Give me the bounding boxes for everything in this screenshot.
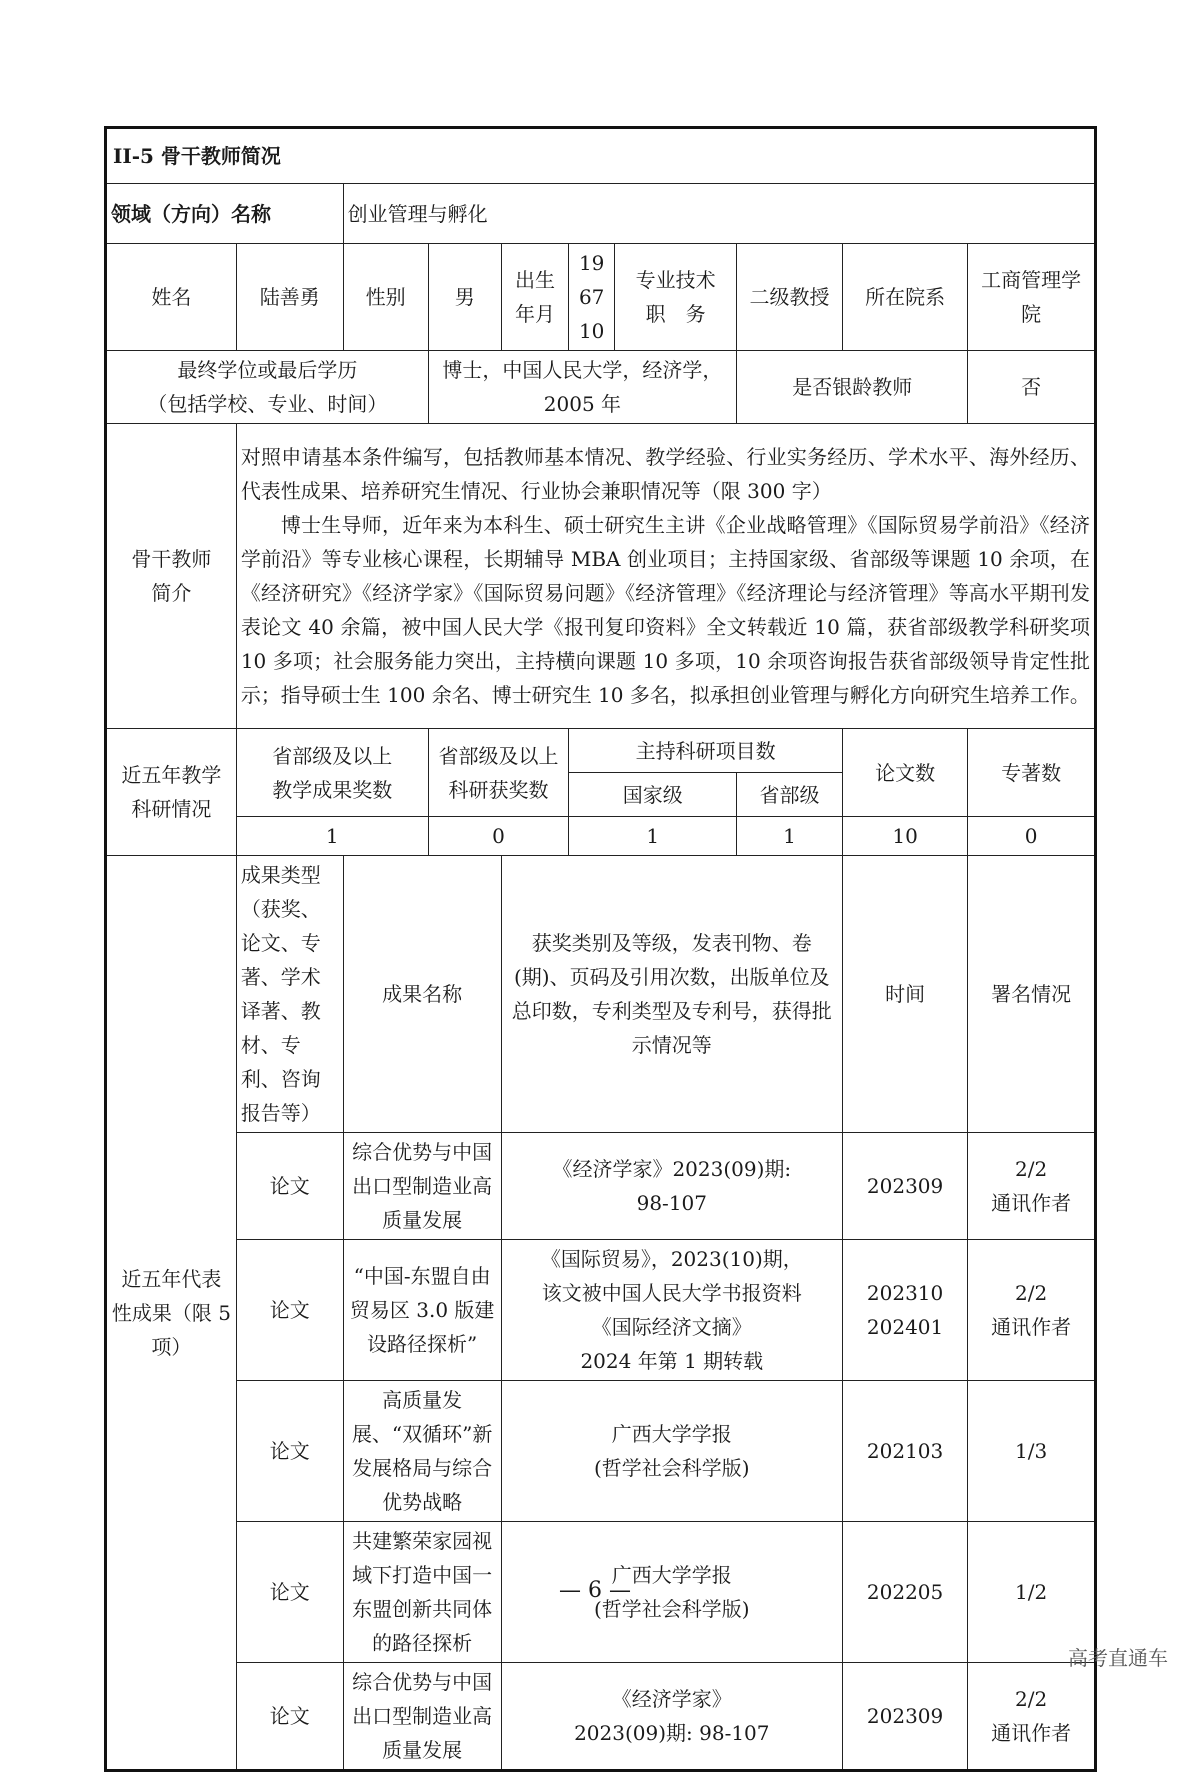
detail-line: 广西大学学报 <box>611 1422 732 1446</box>
teaching-award-header-line1: 省部级及以上 <box>272 743 393 768</box>
gender-label: 性别 <box>343 244 428 351</box>
achievement-time-header: 时间 <box>842 856 967 1133</box>
research-label <box>106 729 237 856</box>
achievements-label-line1: 近五年代表 <box>121 1266 222 1291</box>
intro-label-line1: 骨干教师 <box>131 547 212 571</box>
degree-value <box>428 351 736 424</box>
detail-line: 《经济学家》 <box>611 1687 732 1711</box>
achievement-type: 论文 <box>236 1663 343 1771</box>
national-projects-count: 1 <box>569 817 737 856</box>
silver-teacher-label: 是否银龄教师 <box>737 351 968 424</box>
birth-month: 10 <box>578 319 605 343</box>
research-label-line2: 科研情况 <box>131 797 212 821</box>
provincial-projects-header: 省部级 <box>737 773 843 817</box>
teaching-award-header-line2: 教学成果奖数 <box>272 777 393 802</box>
achievement-time <box>842 1381 967 1522</box>
degree-label-line1: 最终学位或最后学历 <box>177 358 358 382</box>
achievement-authorship <box>968 1381 1096 1522</box>
achievement-detail-header: 获奖类别及等级，发表刊物、卷(期)、页码及引用次数，出版单位及总印数，专利类型及专利号，获得批示情况等 <box>501 856 842 1133</box>
books-header: 专著数 <box>968 729 1096 817</box>
authorship-line: 通讯作者 <box>991 1315 1072 1339</box>
achievement-row <box>106 1381 1096 1522</box>
detail-line: 2023(09)期: 98-107 <box>574 1721 770 1745</box>
intro-label-line2: 简介 <box>151 581 192 605</box>
achievement-type: 论文 <box>236 1240 343 1381</box>
degree-label-line2: （包括学校、专业、时间） <box>147 392 388 416</box>
watermark: 高考直通车 <box>1068 1646 1168 1670</box>
achievement-row <box>106 1240 1096 1381</box>
time-line: 202310 <box>866 1281 944 1305</box>
achievement-time <box>842 1240 967 1381</box>
authorship-line: 2/2 <box>1015 1687 1048 1711</box>
achievement-name: 共建繁荣家园视域下打造中国一东盟创新共同体的路径探析 <box>343 1522 501 1663</box>
research-awards-count: 0 <box>428 817 569 856</box>
detail-line: 98-107 <box>636 1191 707 1215</box>
achievement-name-header: 成果名称 <box>343 856 501 1133</box>
research-award-header-line1: 省部级及以上 <box>438 743 559 768</box>
time-line: 202103 <box>866 1439 944 1463</box>
intro-content <box>236 424 1095 729</box>
detail-line: 《经济学家》2023(09)期: <box>552 1157 792 1181</box>
detail-line: (哲学社会科学版) <box>594 1597 750 1621</box>
achievement-row <box>106 1663 1096 1771</box>
intro-label <box>106 424 237 729</box>
achievement-time <box>842 1663 967 1771</box>
time-line: 202205 <box>866 1580 944 1604</box>
degree-value-line1: 博士，中国人民大学，经济学， <box>442 358 723 382</box>
section-title: II-5 骨干教师简况 <box>106 128 1096 184</box>
detail-line: 《国际经济文摘》 <box>591 1315 752 1339</box>
books-count: 0 <box>968 817 1096 856</box>
birth-value <box>569 244 615 351</box>
detail-line: 《国际贸易》，2023(10)期， <box>540 1247 803 1271</box>
achievement-authorship <box>968 1663 1096 1771</box>
name-label: 姓名 <box>106 244 237 351</box>
achievement-detail <box>501 1381 842 1522</box>
achievements-label <box>106 856 237 1771</box>
achievement-name: 高质量发展、“双循环”新发展格局与综合优势战略 <box>343 1381 501 1522</box>
achievement-type: 论文 <box>236 1381 343 1522</box>
birth-year: 1967 <box>578 251 605 309</box>
achievement-authorship-header: 署名情况 <box>968 856 1096 1133</box>
teaching-award-header <box>236 729 428 817</box>
achievement-detail <box>501 1133 842 1240</box>
achievement-name: 综合优势与中国出口型制造业高质量发展 <box>343 1133 501 1240</box>
authorship-line: 1/3 <box>1015 1439 1048 1463</box>
papers-count: 10 <box>842 817 967 856</box>
authorship-line: 2/2 <box>1015 1157 1048 1181</box>
authorship-line: 通讯作者 <box>991 1721 1072 1745</box>
dept-value: 工商管理学院 <box>968 244 1096 351</box>
silver-teacher-value: 否 <box>968 351 1096 424</box>
achievement-name: “中国-东盟自由贸易区 3.0 版建设路径探析” <box>343 1240 501 1381</box>
time-line: 202309 <box>866 1174 944 1198</box>
achievement-type-header: 成果类型（获奖、论文、专著、学术译著、教材、专利、咨询报告等） <box>236 856 343 1133</box>
birth-label <box>501 244 569 351</box>
title-label-line2: 职 务 <box>645 302 706 326</box>
authorship-line: 1/2 <box>1015 1580 1048 1604</box>
name-value: 陆善勇 <box>236 244 343 351</box>
time-line: 202401 <box>866 1315 944 1339</box>
achievement-name: 综合优势与中国出口型制造业高质量发展 <box>343 1663 501 1771</box>
teacher-profile-sheet <box>104 126 1097 1772</box>
title-value: 二级教授 <box>737 244 843 351</box>
research-label-line1: 近五年教学 <box>121 763 222 787</box>
authorship-line: 通讯作者 <box>991 1191 1072 1215</box>
field-label: 领域（方向）名称 <box>106 184 344 244</box>
provincial-projects-count: 1 <box>737 817 843 856</box>
achievement-type: 论文 <box>236 1133 343 1240</box>
intro-instruction: 对照申请基本条件编写，包括教师基本情况、教学经验、行业实务经历、学术水平、海外经历、代表性成果、培养研究生情况、行业协会兼职情况等（限 300 字） <box>240 445 1090 503</box>
birth-label-line2: 年月 <box>514 302 555 326</box>
title-label <box>615 244 737 351</box>
title-label-line1: 专业技术 <box>635 268 716 292</box>
gender-value: 男 <box>428 244 501 351</box>
field-value: 创业管理与孵化 <box>343 184 1095 244</box>
authorship-line: 2/2 <box>1015 1281 1048 1305</box>
papers-header: 论文数 <box>842 729 967 817</box>
birth-label-line1: 出生 <box>514 268 555 292</box>
research-award-header <box>428 729 569 817</box>
achievements-label-line3: 项） <box>151 1334 192 1359</box>
teaching-awards-count: 1 <box>236 817 428 856</box>
research-award-header-line2: 科研获奖数 <box>448 777 549 802</box>
degree-value-line2: 2005 年 <box>543 392 622 416</box>
projects-header: 主持科研项目数 <box>569 729 843 773</box>
page-number: — 6 — <box>559 1578 631 1603</box>
national-projects-header: 国家级 <box>569 773 737 817</box>
degree-label <box>106 351 429 424</box>
achievements-label-line2: 性成果（限 5 <box>111 1300 231 1325</box>
dept-label: 所在院系 <box>842 244 967 351</box>
detail-line: 该文被中国人民大学书报资料 <box>541 1281 802 1305</box>
detail-line: 广西大学学报 <box>611 1563 732 1587</box>
detail-line: 2024 年第 1 期转载 <box>580 1349 764 1373</box>
achievement-time <box>842 1133 967 1240</box>
achievement-row <box>106 1133 1096 1240</box>
teacher-profile-table <box>104 126 1097 1772</box>
achievement-detail <box>501 1663 842 1771</box>
achievement-type: 论文 <box>236 1522 343 1663</box>
achievement-detail <box>501 1240 842 1381</box>
achievement-authorship <box>968 1240 1096 1381</box>
detail-line: (哲学社会科学版) <box>594 1456 750 1480</box>
time-line: 202309 <box>866 1704 944 1728</box>
achievement-authorship <box>968 1133 1096 1240</box>
intro-body: 博士生导师，近年来为本科生、硕士研究生主讲《企业战略管理》《国际贸易学前沿》《经济学前沿》等专业核心课程，长期辅导 MBA 创业项目；主持国家级、省部级等课题 10 余项，在《经济研究》《经济学家》《国际贸易问题》《经济管理》《经济理论与经济管理》等高水平期刊发表论文 40 余篇，被中国人民大学《报刊复印资料》全文转载近 10 篇，获省部级教学科研奖项 10 多项；社会服务能力突出，主持横向课题 10 多项，10 余项咨询报告获省部级领导肯定性批示；指导硕士生 100 余名、博士研究生 10 多名，拟承担创业管理与孵化方向研究生培养工作。 <box>240 513 1090 707</box>
